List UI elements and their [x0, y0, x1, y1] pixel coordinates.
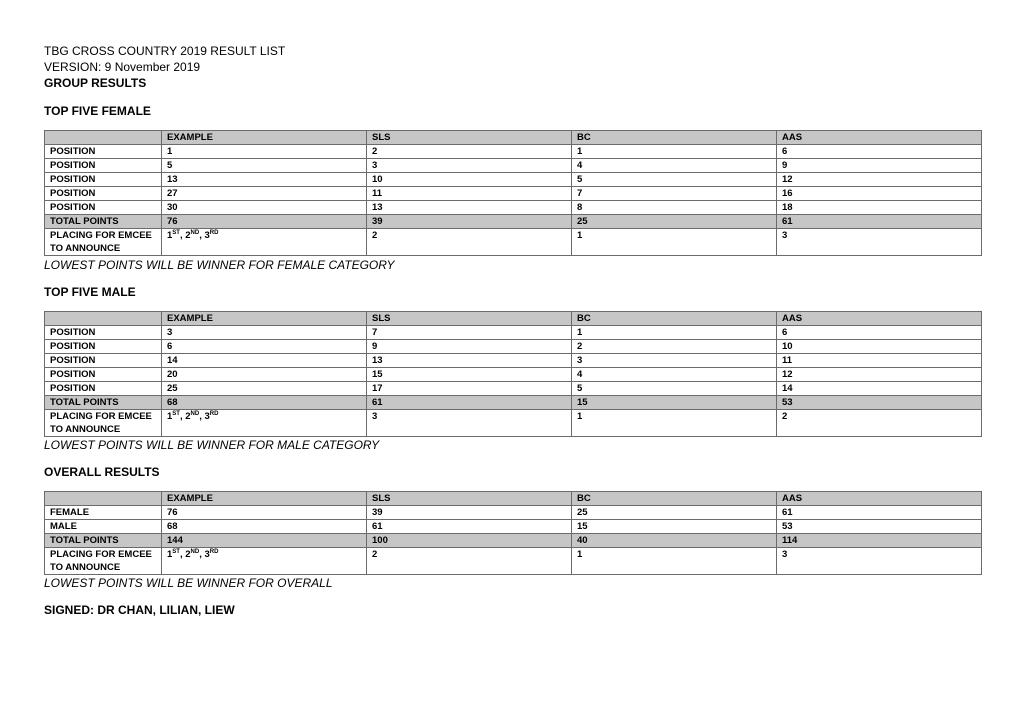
- table-cell: 2: [367, 229, 572, 256]
- male-results-table: [44, 311, 982, 437]
- ordinal-separator: ,: [199, 411, 205, 422]
- overall-note: LOWEST POINTS WILL BE WINNER FOR OVERALL: [44, 576, 333, 590]
- group-results-heading: GROUP RESULTS: [44, 76, 147, 90]
- male-note: LOWEST POINTS WILL BE WINNER FOR MALE CATEGORY: [44, 438, 380, 452]
- table-cell: 17: [367, 382, 572, 396]
- table-cell: 1: [572, 229, 777, 256]
- table-cell: 10: [367, 173, 572, 187]
- column-header: AAS: [777, 131, 982, 145]
- table-cell: 2: [367, 145, 572, 159]
- table-cell: 2: [367, 548, 572, 575]
- column-header: [45, 131, 162, 145]
- row-label: PLACING FOR EMCEE TO ANNOUNCE: [45, 229, 162, 256]
- table-cell: 18: [777, 201, 982, 215]
- ordinal-suffix: RD: [209, 549, 219, 555]
- row-label: POSITION: [45, 173, 162, 187]
- row-label: POSITION: [45, 201, 162, 215]
- overall-section-heading: OVERALL RESULTS: [44, 465, 160, 479]
- table-cell: 4: [572, 159, 777, 173]
- ordinal-suffix: ND: [190, 549, 200, 555]
- female-results-table: [44, 130, 982, 256]
- ordinal-number: 3: [204, 549, 210, 560]
- table-cell: 7: [367, 326, 572, 340]
- table-cell: 14: [162, 354, 367, 368]
- table-row: [45, 354, 982, 368]
- table-cell: 16: [777, 187, 982, 201]
- table-row: [45, 173, 982, 187]
- table-cell: 68: [162, 520, 367, 534]
- table-cell: 1: [162, 145, 367, 159]
- table-cell: 1: [572, 548, 777, 575]
- table-cell: 53: [777, 396, 982, 410]
- ordinal-suffix: RD: [209, 230, 219, 236]
- row-label: POSITION: [45, 382, 162, 396]
- ordinal-separator: ,: [199, 549, 205, 560]
- ordinal-number: 2: [185, 549, 191, 560]
- table-cell: 3: [777, 229, 982, 256]
- table-cell: 4: [572, 368, 777, 382]
- ordinal-number: 3: [204, 411, 210, 422]
- table-cell: 68: [162, 396, 367, 410]
- table-cell: 5: [162, 159, 367, 173]
- table-cell: 30: [162, 201, 367, 215]
- column-header: SLS: [367, 312, 572, 326]
- table-cell: 6: [777, 326, 982, 340]
- row-label: POSITION: [45, 145, 162, 159]
- table-cell: 39: [367, 506, 572, 520]
- table-row: [45, 506, 982, 520]
- table-cell: 25: [162, 382, 367, 396]
- ordinal-number: 3: [204, 230, 210, 241]
- row-label: TOTAL POINTS: [45, 534, 162, 548]
- table-row: [45, 159, 982, 173]
- table-row: [45, 201, 982, 215]
- row-label: POSITION: [45, 159, 162, 173]
- total-points-row: [45, 215, 982, 229]
- column-header: SLS: [367, 492, 572, 506]
- table-cell: 6: [777, 145, 982, 159]
- ordinal-suffix: ST: [172, 549, 180, 555]
- table-cell: 9: [777, 159, 982, 173]
- table-cell: 3: [572, 354, 777, 368]
- table-cell: 76: [162, 506, 367, 520]
- row-label: TOTAL POINTS: [45, 215, 162, 229]
- table-row: [45, 340, 982, 354]
- table-row: [45, 382, 982, 396]
- table-cell: 15: [367, 368, 572, 382]
- table-cell: 11: [367, 187, 572, 201]
- table-cell: 61: [367, 520, 572, 534]
- table-cell: 3: [367, 410, 572, 437]
- ordinal-number: 2: [185, 230, 191, 241]
- total-points-row: [45, 534, 982, 548]
- female-section-heading: TOP FIVE FEMALE: [44, 104, 151, 118]
- row-label: PLACING FOR EMCEE TO ANNOUNCE: [45, 548, 162, 575]
- document-version: VERSION: 9 November 2019: [44, 60, 201, 74]
- table-cell: 3: [367, 159, 572, 173]
- table-cell: 61: [777, 215, 982, 229]
- ordinal-number: 1: [167, 230, 173, 241]
- table-header-row: [45, 131, 982, 145]
- table-cell: 9: [367, 340, 572, 354]
- table-row: [45, 520, 982, 534]
- column-header: SLS: [367, 131, 572, 145]
- placing-row: [45, 548, 982, 575]
- male-section-heading: TOP FIVE MALE: [44, 285, 136, 299]
- table-cell: 1: [572, 326, 777, 340]
- overall-results-table: [44, 491, 982, 575]
- table-cell: 20: [162, 368, 367, 382]
- table-cell: 2: [777, 410, 982, 437]
- table-header-row: [45, 492, 982, 506]
- ordinal-separator: ,: [179, 549, 186, 560]
- table-cell: 15: [572, 520, 777, 534]
- table-cell: 114: [777, 534, 982, 548]
- row-label: POSITION: [45, 326, 162, 340]
- placing-row: [45, 410, 982, 437]
- ordinal-suffix: ST: [172, 230, 180, 236]
- row-label: POSITION: [45, 340, 162, 354]
- table-cell: 40: [572, 534, 777, 548]
- row-label: PLACING FOR EMCEE TO ANNOUNCE: [45, 410, 162, 437]
- total-points-row: [45, 396, 982, 410]
- table-row: [45, 368, 982, 382]
- table-cell: 1: [572, 410, 777, 437]
- table-cell: 13: [367, 201, 572, 215]
- table-cell: 61: [367, 396, 572, 410]
- column-header: AAS: [777, 492, 982, 506]
- ordinal-suffix: ND: [190, 230, 200, 236]
- table-cell: 5: [572, 382, 777, 396]
- column-header: EXAMPLE: [162, 131, 367, 145]
- ordinal-number: 2: [185, 411, 191, 422]
- placing-row: [45, 229, 982, 256]
- column-header: BC: [572, 131, 777, 145]
- row-label: MALE: [45, 520, 162, 534]
- table-cell: 11: [777, 354, 982, 368]
- row-label: TOTAL POINTS: [45, 396, 162, 410]
- table-cell: 25: [572, 215, 777, 229]
- ordinal-separator: ,: [179, 411, 186, 422]
- table-cell: 39: [367, 215, 572, 229]
- ordinal-separator: ,: [199, 230, 205, 241]
- table-cell: 2: [572, 340, 777, 354]
- column-header: BC: [572, 492, 777, 506]
- column-header: [45, 312, 162, 326]
- placing-example-cell: [162, 548, 367, 575]
- ordinal-number: 1: [167, 411, 173, 422]
- table-cell: 3: [162, 326, 367, 340]
- table-header-row: [45, 312, 982, 326]
- document-title: TBG CROSS COUNTRY 2019 RESULT LIST: [44, 44, 286, 58]
- ordinal-suffix: ND: [190, 411, 200, 417]
- table-cell: 8: [572, 201, 777, 215]
- table-cell: 76: [162, 215, 367, 229]
- table-cell: 10: [777, 340, 982, 354]
- table-row: [45, 145, 982, 159]
- table-cell: 3: [777, 548, 982, 575]
- placing-example-cell: [162, 410, 367, 437]
- table-cell: 12: [777, 368, 982, 382]
- table-cell: 14: [777, 382, 982, 396]
- ordinal-suffix: ST: [172, 411, 180, 417]
- table-cell: 6: [162, 340, 367, 354]
- ordinal-number: 1: [167, 549, 173, 560]
- row-label: POSITION: [45, 354, 162, 368]
- table-cell: 5: [572, 173, 777, 187]
- table-row: [45, 326, 982, 340]
- table-cell: 27: [162, 187, 367, 201]
- column-header: AAS: [777, 312, 982, 326]
- ordinal-suffix: RD: [209, 411, 219, 417]
- table-cell: 61: [777, 506, 982, 520]
- table-cell: 25: [572, 506, 777, 520]
- table-cell: 13: [367, 354, 572, 368]
- column-header: [45, 492, 162, 506]
- table-cell: 100: [367, 534, 572, 548]
- column-header: BC: [572, 312, 777, 326]
- table-cell: 13: [162, 173, 367, 187]
- signature: SIGNED: DR CHAN, LILIAN, LIEW: [44, 603, 235, 617]
- table-cell: 1: [572, 145, 777, 159]
- row-label: POSITION: [45, 368, 162, 382]
- placing-example-cell: [162, 229, 367, 256]
- table-cell: 144: [162, 534, 367, 548]
- row-label: POSITION: [45, 187, 162, 201]
- female-note: LOWEST POINTS WILL BE WINNER FOR FEMALE CATEGORY: [44, 258, 395, 272]
- row-label: FEMALE: [45, 506, 162, 520]
- table-cell: 7: [572, 187, 777, 201]
- table-cell: 53: [777, 520, 982, 534]
- table-row: [45, 187, 982, 201]
- column-header: EXAMPLE: [162, 312, 367, 326]
- ordinal-separator: ,: [179, 230, 186, 241]
- table-cell: 12: [777, 173, 982, 187]
- column-header: EXAMPLE: [162, 492, 367, 506]
- table-cell: 15: [572, 396, 777, 410]
